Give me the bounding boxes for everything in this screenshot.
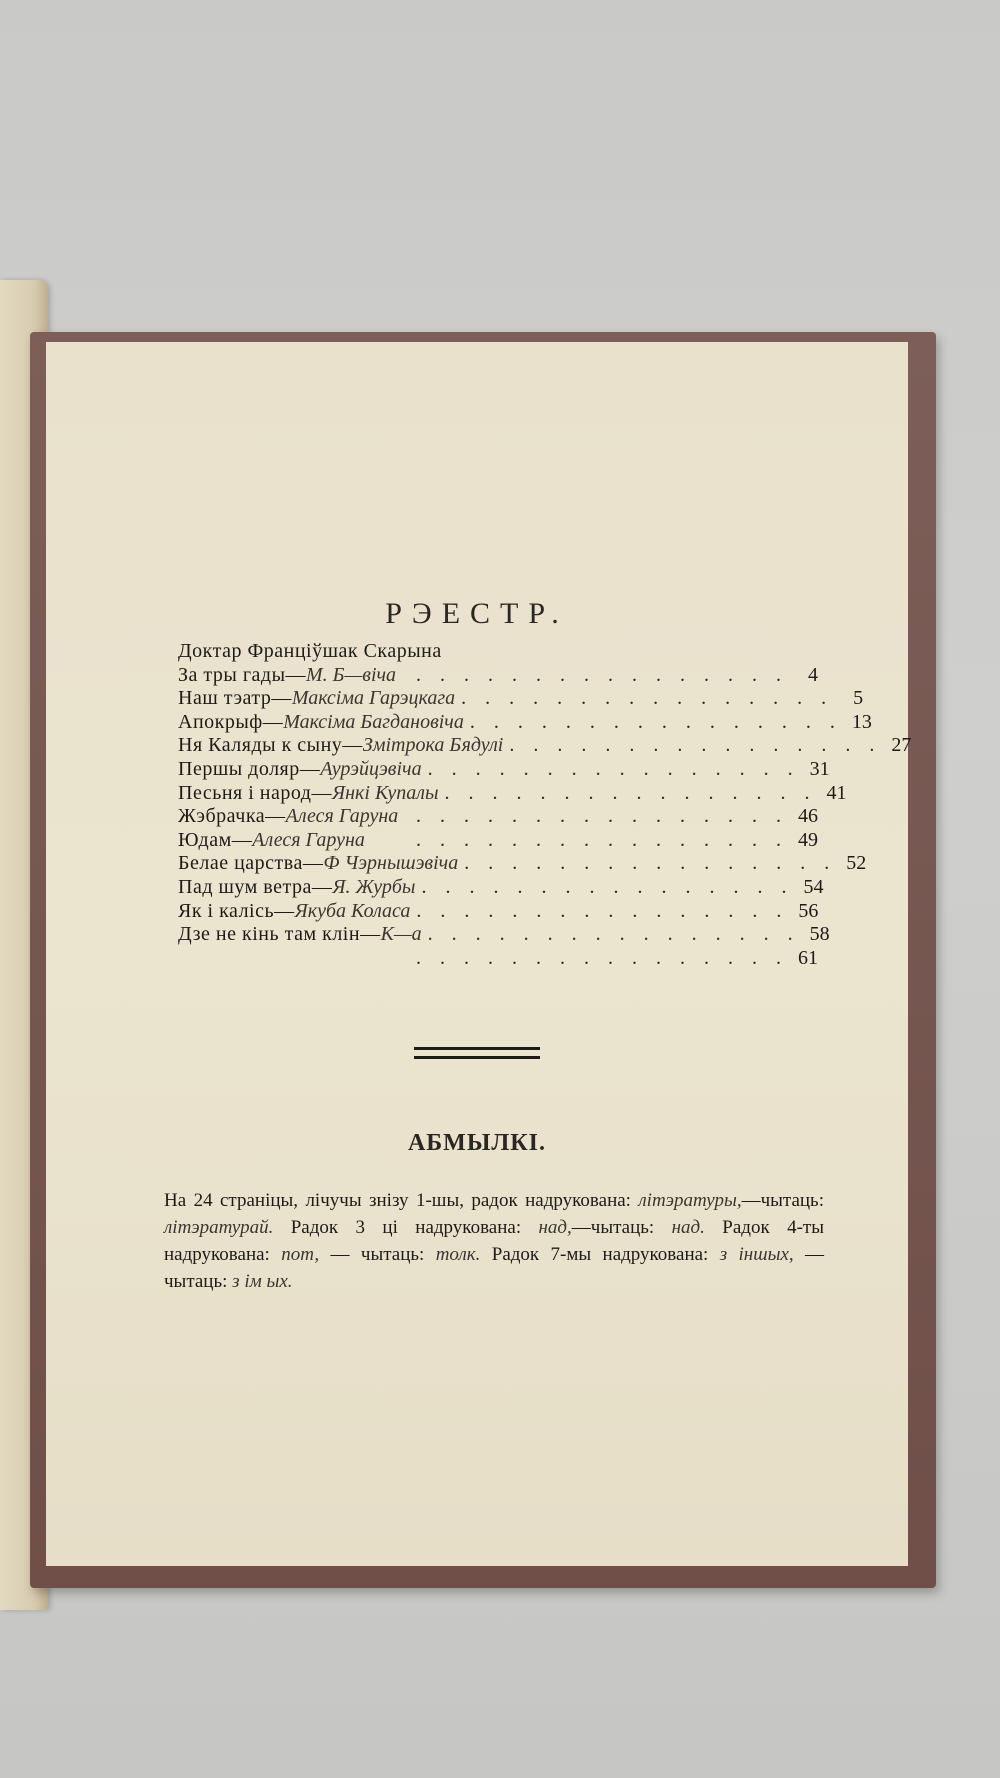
toc-entry-title: За тры гады— <box>178 663 307 686</box>
toc-entry-page: 61 <box>798 946 818 969</box>
toc-entry-page: 58 <box>809 923 830 946</box>
errata-fragment: Радок 7-мы надрукована: <box>480 1244 720 1265</box>
toc-entry-title: Песьня і народ— <box>178 781 332 804</box>
errata-correct-word: літэратурай. <box>164 1217 274 1238</box>
toc-entry <box>178 687 864 711</box>
toc-entry <box>178 710 872 735</box>
errata-wrong-word: з іншых, <box>719 1244 794 1265</box>
toc-leader-dots: . . . . . . . . . . . . . . . . <box>427 757 800 780</box>
toc-entry <box>178 875 824 900</box>
toc-entry <box>178 852 867 876</box>
toc-entry-title: Дзе не кінь там клін— <box>178 923 381 946</box>
table-of-contents <box>178 640 912 970</box>
toc-entry-page: 41 <box>826 781 847 804</box>
toc-entry-author: Якуба Коласа <box>294 899 411 922</box>
registry-title: РЭЕСТР. <box>385 597 569 630</box>
toc-entry-author: Максіма Гарэцкага <box>291 687 456 710</box>
errata-fragment: —чытаць: <box>571 1217 672 1238</box>
book-page <box>46 342 912 1566</box>
toc-entry <box>178 757 830 782</box>
toc-entry-author: Максіма Багдановіча <box>283 710 464 733</box>
errata-fragment: — чытаць: <box>319 1244 436 1265</box>
toc-entry-title: Першы доляр— <box>178 757 321 780</box>
errata-fragment: Радок 4-ты надрукована: <box>164 1217 824 1265</box>
toc-entry-author: К—а <box>380 923 422 946</box>
errata-fragment: — чытаць: <box>164 1244 825 1292</box>
toc-leader-dots: . . . . . . . . . . . . . . . . <box>416 828 788 851</box>
toc-entry-title: Доктар Франціўшак Скарына <box>178 640 442 662</box>
toc-entry-author: М. Б—віча <box>306 663 397 686</box>
toc-entry-page: 46 <box>798 805 818 828</box>
errata-wrong-word: над, <box>538 1217 572 1238</box>
toc-leader-dots: . . . . . . . . . . . . . . . . <box>444 781 817 804</box>
toc-entry-author: Алеся Гаруна <box>285 805 399 828</box>
toc-leader-dots: . . . . . . . . . . . . . . . . <box>421 875 794 898</box>
errata-title: АБМЫЛКІ. <box>407 1130 547 1156</box>
toc-entry-author: Змітрока Бядулі <box>362 734 504 757</box>
toc-leader-dots: . . . . . . . . . . . . . . . . <box>464 852 837 875</box>
toc-entry-page: 54 <box>803 875 824 898</box>
toc-entry-title: Апокрыф— <box>178 710 284 733</box>
errata-correct-word: над. <box>671 1217 705 1238</box>
toc-entry-page: 52 <box>846 852 867 875</box>
toc-entry <box>178 947 818 971</box>
toc-leader-dots: . . . . . . . . . . . . . . . . <box>416 899 789 922</box>
toc-leader-dots: . . . . . . . . . . . . . . . . <box>416 946 788 969</box>
toc-leader-dots: . . . . . . . . . . . . . . . . <box>416 663 788 686</box>
toc-entry <box>178 923 830 947</box>
toc-entry-author: Алеся Гаруна <box>252 828 365 851</box>
double-rule-divider <box>414 1047 540 1050</box>
toc-entry-title: Ня Каляды к сыну— <box>178 734 363 757</box>
toc-entry-title: Пад шум ветра— <box>178 875 333 898</box>
toc-entry <box>178 829 818 853</box>
errata-fragment: На 24 страніцы, лічучы знізу 1-шы, радок надрукована: <box>164 1190 639 1211</box>
toc-entry-author: Я. Журбы <box>332 875 416 898</box>
errata-fragment: Радок 3 ці надрукована: <box>273 1217 539 1238</box>
toc-entry-page: 49 <box>798 828 818 851</box>
toc-entry-page: 13 <box>851 710 872 733</box>
toc-entry-author: Ф Чэрнышэвіча <box>323 852 459 875</box>
errata-correct-word: толк. <box>435 1244 481 1265</box>
toc-entry-page: 31 <box>809 757 830 780</box>
toc-entry-author: Янкі Купалы <box>331 781 439 804</box>
errata-fragment: —чытаць: <box>741 1190 824 1211</box>
toc-leader-dots: . . . . . . . . . . . . . . . . <box>469 710 842 733</box>
toc-entry-title: Белае царства— <box>178 852 324 875</box>
toc-entry-title: Наш тэатр— <box>178 687 292 710</box>
toc-leader-dots: . . . . . . . . . . . . . . . . <box>416 805 788 828</box>
toc-leader-dots: . . . . . . . . . . . . . . . . <box>509 734 882 757</box>
errata-wrong-word: літэратуры, <box>638 1190 742 1211</box>
toc-entry <box>178 734 912 758</box>
toc-entry-title: Жэбрачка— <box>178 805 286 828</box>
toc-entry-page: 27 <box>891 734 912 757</box>
toc-entry <box>178 664 818 688</box>
errata-wrong-word: пот, <box>281 1244 320 1265</box>
toc-entry-page: 56 <box>798 899 819 922</box>
toc-entry-page: 4 <box>808 663 818 686</box>
toc-entry-title: Юдам— <box>178 828 253 851</box>
toc-entry-page: 5 <box>853 687 864 710</box>
toc-entry <box>178 900 818 924</box>
errata-correct-word: з ім ых. <box>232 1271 293 1292</box>
toc-leader-dots: . . . . . . . . . . . . . . . . <box>461 687 834 710</box>
toc-leader-dots: . . . . . . . . . . . . . . . . <box>427 923 800 946</box>
toc-entry <box>178 805 818 829</box>
errata-text <box>164 1187 824 1295</box>
toc-entry <box>178 640 818 664</box>
toc-entry-title: Як і калісь— <box>178 899 295 922</box>
toc-entry <box>178 781 847 806</box>
toc-entry-author: Аурэйцэвіча <box>320 757 422 780</box>
